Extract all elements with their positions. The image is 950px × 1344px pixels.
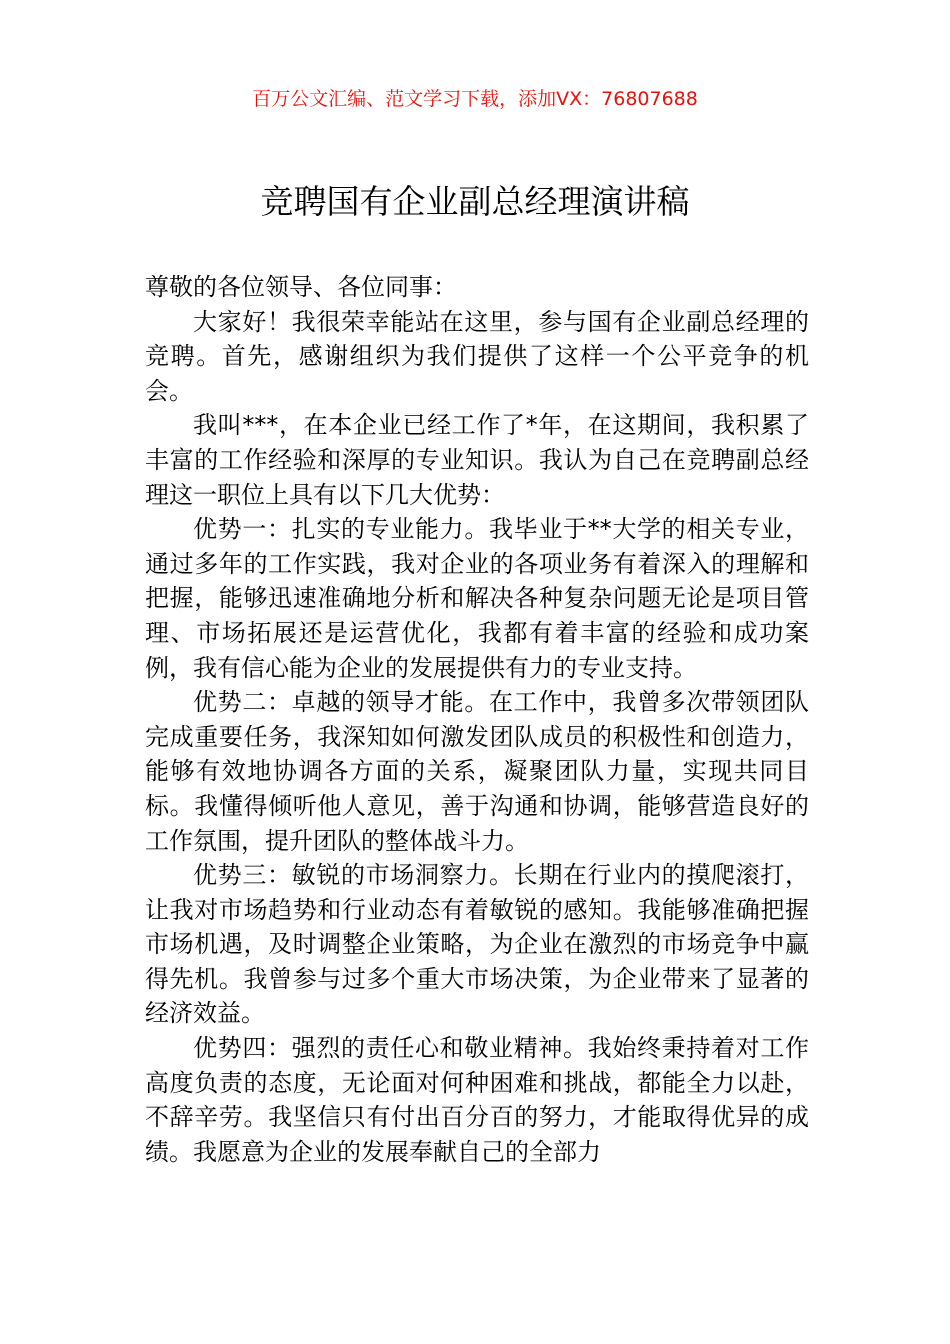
document-body — [145, 270, 809, 1169]
paragraph-advantage-3: 优势三：敏锐的市场洞察力。长期在行业内的摸爬滚打，让我对市场趋势和行业动态有着敏锐的感知。我能够准确把握市场机遇，及时调整企业策略，为企业在激烈的市场竞争中赢得先机。我曾参与过多个重大市场决策，为企业带来了显著的经济效益。 — [145, 861, 809, 1028]
document-title: 竞聘国有企业副总经理演讲稿 — [260, 182, 690, 221]
header-promo-note: 百万公文汇编、范文学习下载，添加VX：76807688 — [252, 88, 698, 110]
paragraph-advantage-4: 优势四：强烈的责任心和敬业精神。我始终秉持着对工作高度负责的态度，无论面对何种困难和挑战，都能全力以赴，不辞辛劳。我坚信只有付出百分百的努力，才能取得优异的成绩。我愿意为企业的发展奉献自己的全部力 — [145, 1034, 809, 1166]
paragraph-greeting: 大家好！我很荣幸能站在这里，参与国有企业副总经理的竞聘。首先，感谢组织为我们提供了这样一个公平竞争的机会。 — [145, 307, 809, 405]
paragraph-advantage-2: 优势二：卓越的领导才能。在工作中，我曾多次带领团队完成重要任务，我深知如何激发团队成员的积极性和创造力，能够有效地协调各方面的关系，凝聚团队力量，实现共同目标。我懂得倾听他人意见，善于沟通和协调，能够营造良好的工作氛围，提升团队的整体战斗力。 — [145, 688, 809, 855]
salutation: 尊敬的各位领导、各位同事： — [145, 273, 457, 301]
paragraph-introduction: 我叫***，在本企业已经工作了*年，在这期间，我积累了丰富的工作经验和深厚的专业知识。我认为自己在竞聘副总经理这一职位上具有以下几大优势： — [145, 411, 809, 509]
paragraph-advantage-1: 优势一：扎实的专业能力。我毕业于**大学的相关专业，通过多年的工作实践，我对企业的各项业务有着深入的理解和把握，能够迅速准确地分析和解决各种复杂问题无论是项目管理、市场拓展还是运营优化，我都有着丰富的经验和成功案例，我有信心能为企业的发展提供有力的专业支持。 — [145, 515, 809, 682]
